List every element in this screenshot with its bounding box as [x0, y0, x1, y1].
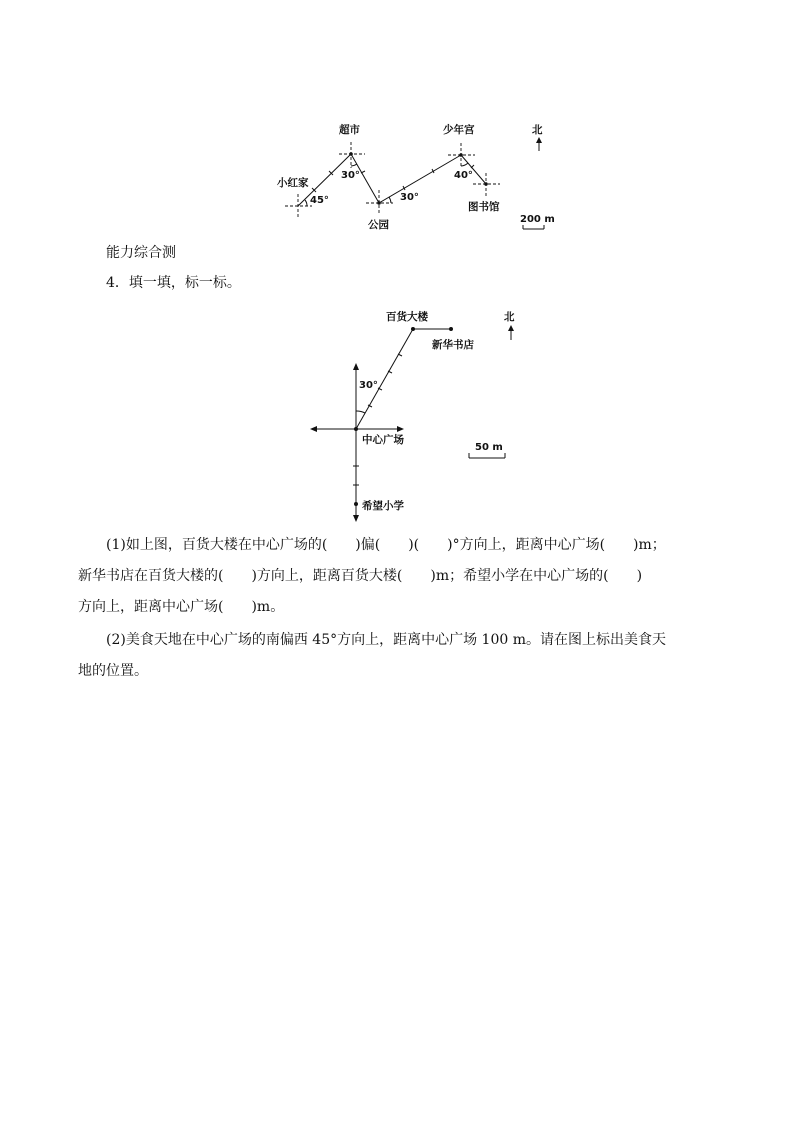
angle-arc-30 — [356, 411, 365, 413]
center-point — [354, 427, 358, 431]
direction-map — [300, 305, 530, 525]
supermarket-point — [349, 152, 353, 156]
label-baihuo: 百货大楼 — [386, 311, 428, 323]
label-angle-30: 30° — [359, 380, 378, 391]
label-supermarket: 超市 — [339, 124, 360, 136]
route-map — [270, 115, 560, 240]
baihuo-point — [411, 327, 415, 331]
south-axis-arrow-icon — [353, 515, 359, 522]
east-arrow-icon — [397, 426, 404, 432]
scale-bar-1 — [523, 225, 544, 229]
label-angle-40: 40° — [454, 170, 473, 181]
label-scale-1: 200 m — [520, 214, 555, 225]
label-school: 希望小学 — [362, 500, 404, 512]
angle-arc-45 — [305, 200, 307, 206]
angle-arc-30-supermarket — [351, 164, 357, 166]
label-north-1: 北 — [532, 124, 543, 136]
scale-bar-2 — [469, 453, 505, 458]
label-park: 公园 — [368, 219, 389, 231]
question-2-line-1: (2)美食天地在中心广场的南偏西 45°方向上，距离中心广场 100 m。请在图上标出美食天 — [106, 632, 666, 648]
label-center: 中心广场 — [362, 434, 404, 446]
label-youth-palace: 少年宫 — [443, 124, 475, 136]
question-title: 4．填一填，标一标。 — [106, 275, 241, 291]
xinhua-point — [449, 327, 453, 331]
label-north-2: 北 — [504, 311, 515, 323]
question-1-line-3: 方向上，距离中心广场( )m。 — [78, 599, 285, 615]
label-xinhua: 新华书店 — [432, 339, 474, 351]
youth-palace-point — [459, 153, 463, 157]
north-arrow-icon — [536, 137, 542, 151]
library-point — [484, 182, 488, 186]
label-angle-45: 45° — [310, 195, 329, 206]
school-point — [354, 502, 358, 506]
north-arrow-icon-2 — [508, 325, 514, 340]
label-library: 图书馆 — [468, 201, 500, 213]
park-point — [377, 201, 381, 205]
angle-arc-30-park — [389, 197, 391, 203]
label-scale-2: 50 m — [475, 442, 503, 453]
route-park-youth-palace — [379, 155, 461, 203]
label-angle-30-b: 30° — [400, 192, 419, 203]
west-arrow-icon — [310, 426, 317, 432]
section-title: 能力综合测 — [106, 245, 176, 261]
north-axis-arrow-icon — [353, 363, 359, 370]
question-1-line-1: (1)如上图，百货大楼在中心广场的( )偏( )( )°方向上，距离中心广场( )m； — [106, 537, 666, 553]
route-center-baihuo — [356, 329, 413, 429]
label-angle-30-a: 30° — [341, 170, 360, 181]
question-2-line-2: 地的位置。 — [78, 663, 148, 679]
question-1-line-2: 新华书店在百货大楼的( )方向上，距离百货大楼( )m；希望小学在中心广场的( ) — [78, 568, 643, 584]
angle-arc-40 — [461, 163, 468, 166]
label-xiaohong-home: 小红家 — [277, 177, 309, 189]
